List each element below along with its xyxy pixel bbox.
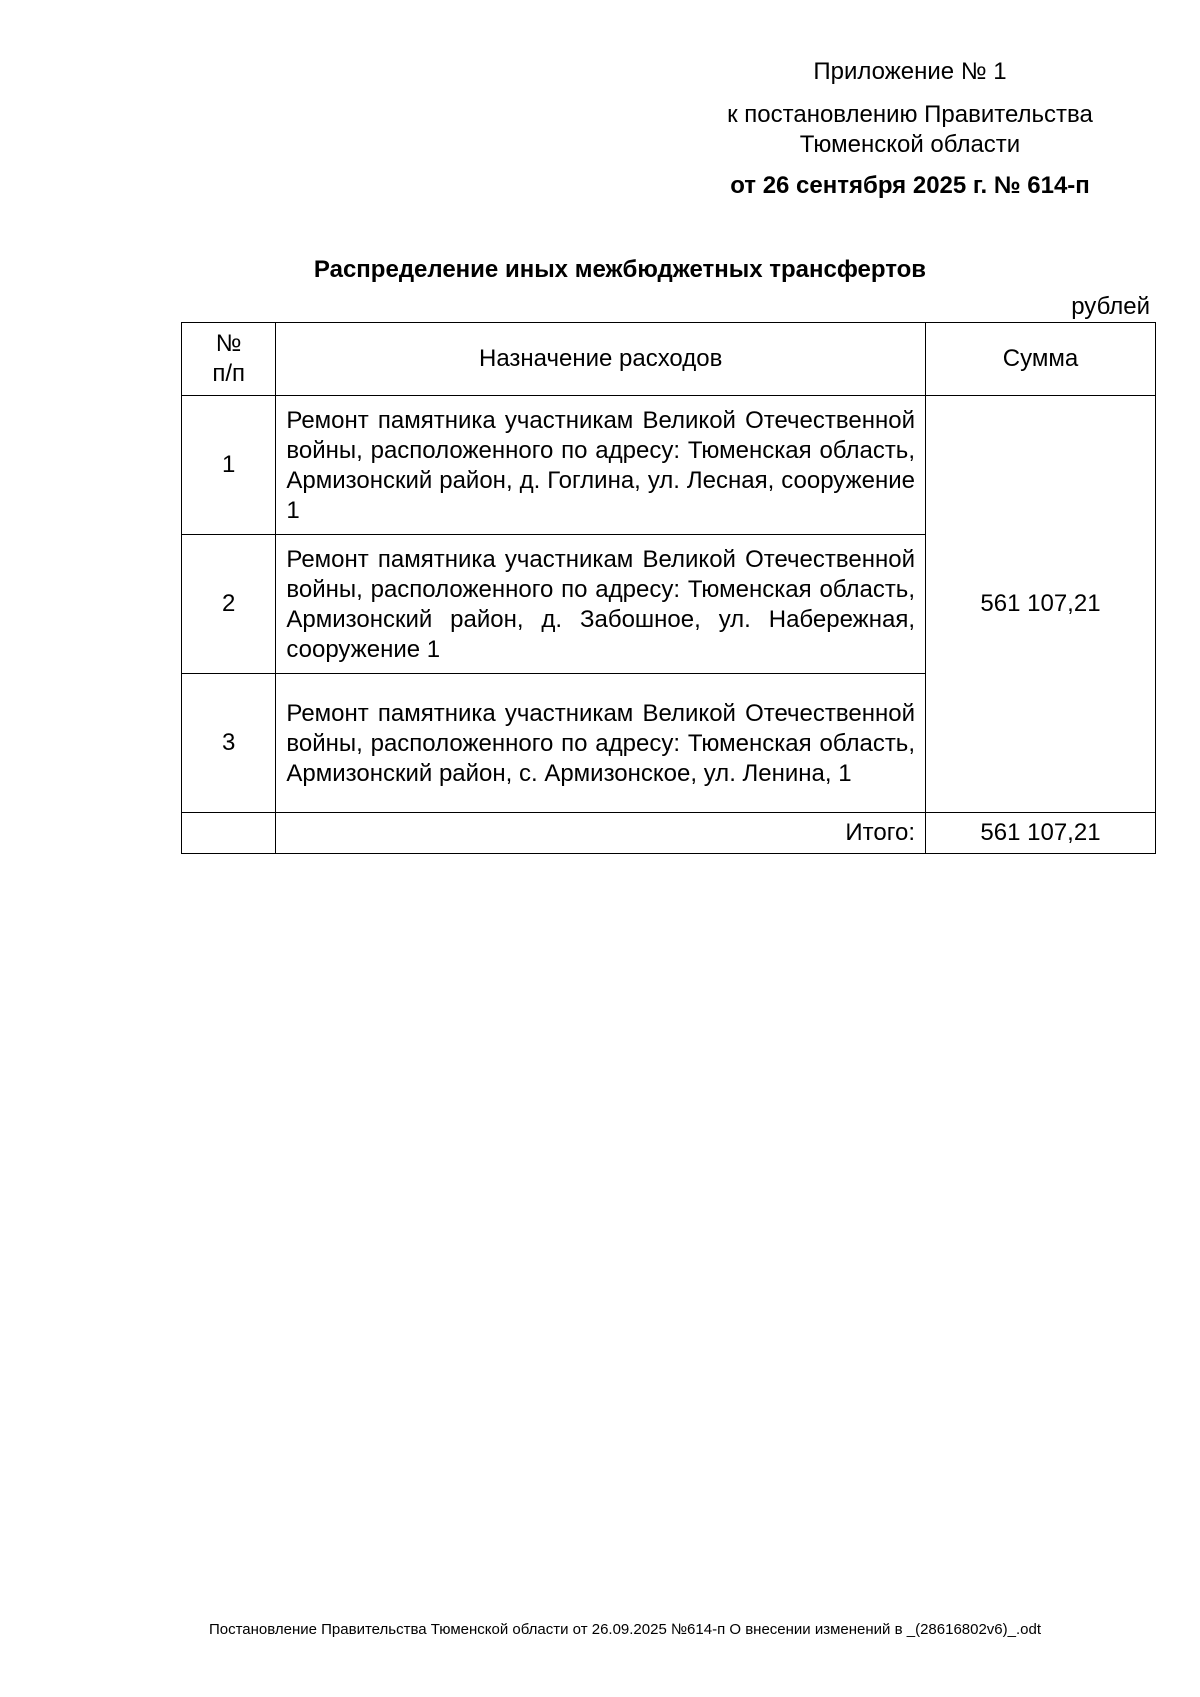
- distribution-table: [181, 322, 1156, 854]
- appendix-reference-line1: к постановлению Правительства: [727, 101, 1093, 128]
- unit-label: рублей: [1071, 293, 1150, 320]
- total-sum: 561 107,21: [925, 813, 1155, 854]
- table-header-row: [182, 323, 1156, 396]
- page-footer: Постановление Правительства Тюменской области от 26.09.2025 №614-п О внесении изменений в _(28616802v6)_.odt: [208, 1621, 1042, 1638]
- row-purpose: Ремонт памятника участникам Великой Отечественной войны, расположенного по адресу: Тюменская область, Армизонский район, д. Забошное, ул. Набережная, сооружение 1: [276, 535, 926, 674]
- document-title: Распределение иных межбюджетных трансфертов: [313, 256, 927, 283]
- row-num: 1: [182, 396, 276, 535]
- row-purpose: Ремонт памятника участникам Великой Отечественной войны, расположенного по адресу: Тюменская область, Армизонский район, с. Армизонское, ул. Ленина, 1: [276, 674, 926, 813]
- total-label: Итого:: [276, 813, 926, 854]
- row-num: 3: [182, 674, 276, 813]
- appendix-reference-line2: Тюменской области: [799, 131, 1021, 158]
- appendix-label: Приложение № 1: [813, 58, 1007, 85]
- header-num: № п/п: [182, 323, 276, 396]
- merged-sum-cell: 561 107,21: [925, 396, 1155, 813]
- row-purpose: Ремонт памятника участникам Великой Отечественной войны, расположенного по адресу: Тюменская область, Армизонский район, д. Гоглина, ул. Лесная, сооружение 1: [276, 396, 926, 535]
- total-num-empty: [182, 813, 276, 854]
- table-row: [182, 396, 1156, 535]
- header-purpose: Назначение расходов: [276, 323, 926, 396]
- total-row: [182, 813, 1156, 854]
- appendix-reference: [690, 100, 1130, 160]
- appendix-date-number: от 26 сентября 2025 г. № 614-п: [730, 172, 1090, 199]
- row-num: 2: [182, 535, 276, 674]
- header-sum: Сумма: [925, 323, 1155, 396]
